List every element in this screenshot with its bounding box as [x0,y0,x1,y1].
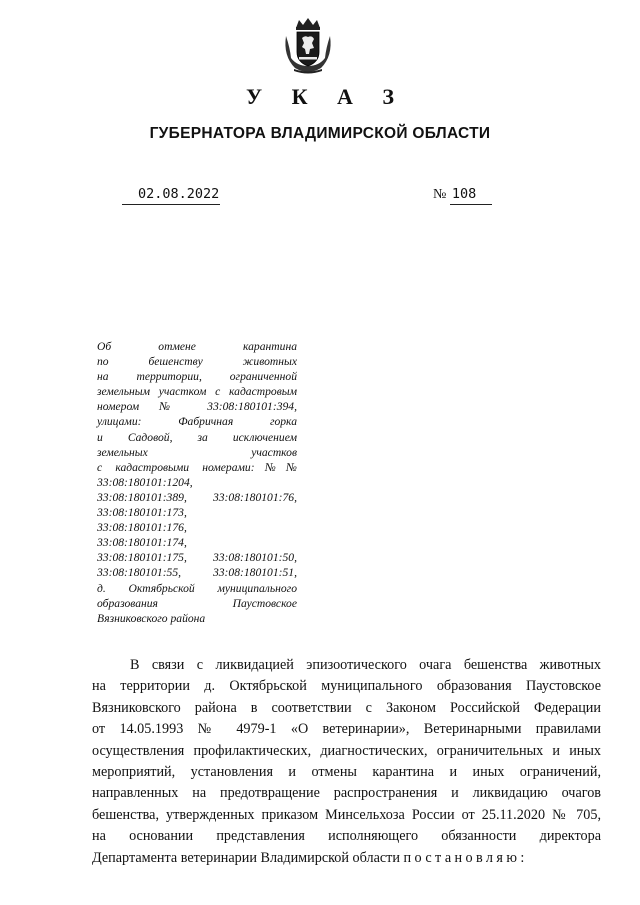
subject-line: 33:08:180101:174, [97,536,187,550]
body-line: Вязниковского района в соответствии с Законом Российской Федерации [92,699,601,716]
body-line: направленных на предотвращение распространения и ликвидацию очагов [92,785,601,802]
subject-line: на территории, ограниченной [97,370,297,384]
body-line-text: Департамента ветеринарии Владимирской области [92,849,400,866]
subject-line: с кадастровыми номерами:№№ [97,460,297,474]
subject-line: 33:08:180101:389, 33:08:180101:76, [97,490,297,504]
subject-line: номером № 33:08:180101:394, [97,400,297,414]
body-line [92,848,601,869]
body-line: мероприятий, установления и отмены карантина и иных ограничений, [92,764,601,781]
subject-line: 33:08:180101:55, 33:08:180101:51, [97,566,297,580]
decree-body [92,655,601,869]
subject-line: и Садовой, за исключением [97,430,297,444]
subject-line: земельных участков [97,445,297,459]
subject-line: по бешенству животных [97,355,297,369]
subject-line: земельным участком с кадастровым [97,385,297,399]
body-line: от 14.05.1993 № 4979-1 «О ветеринарии», Ветеринарными правилами [92,721,601,738]
number-sign: № [433,187,447,202]
coat-of-arms-icon [279,16,337,74]
body-line: бешенства, утвержденных приказом Минсельхоза России от 25.11.2020 № 705, [92,806,601,823]
issuer-title: ГУБЕРНАТОРА ВЛАДИМИРСКОЙ ОБЛАСТИ [149,125,491,142]
subject-line: 33:08:180101:173, [97,506,187,520]
body-line: осуществления профилактических, диагностических, ограничительных и иных [92,742,601,759]
body-line: В связи с ликвидацией эпизоотического очага бешенства животных [130,657,601,673]
body-line: на основании представления исполняющего обязанности директора [92,828,601,845]
subject-line: Об отмене карантина [97,340,297,353]
subject-line: д. Октябрьской муниципального [97,581,297,595]
decree-date: 02.08.2022 [122,186,220,205]
decree-number-block [433,186,492,205]
decree-title: У К А З [245,84,407,109]
decree-word: постановляю: [403,849,528,866]
subject-line: 33:08:180101:1204, [97,475,193,489]
subject-line: 33:08:180101:175, 33:08:180101:50, [97,551,297,565]
subject-line: 33:08:180101:176, [97,521,187,535]
subject-line: Вязниковского района [97,611,206,625]
decree-subject [97,339,297,626]
subject-line: образования Паустовское [97,596,297,610]
subject-line: улицами: Фабричная горка [97,415,297,429]
body-line: на территории д. Октябрьской муниципального образования Паустовское [92,678,601,695]
decree-number: 108 [450,186,492,205]
